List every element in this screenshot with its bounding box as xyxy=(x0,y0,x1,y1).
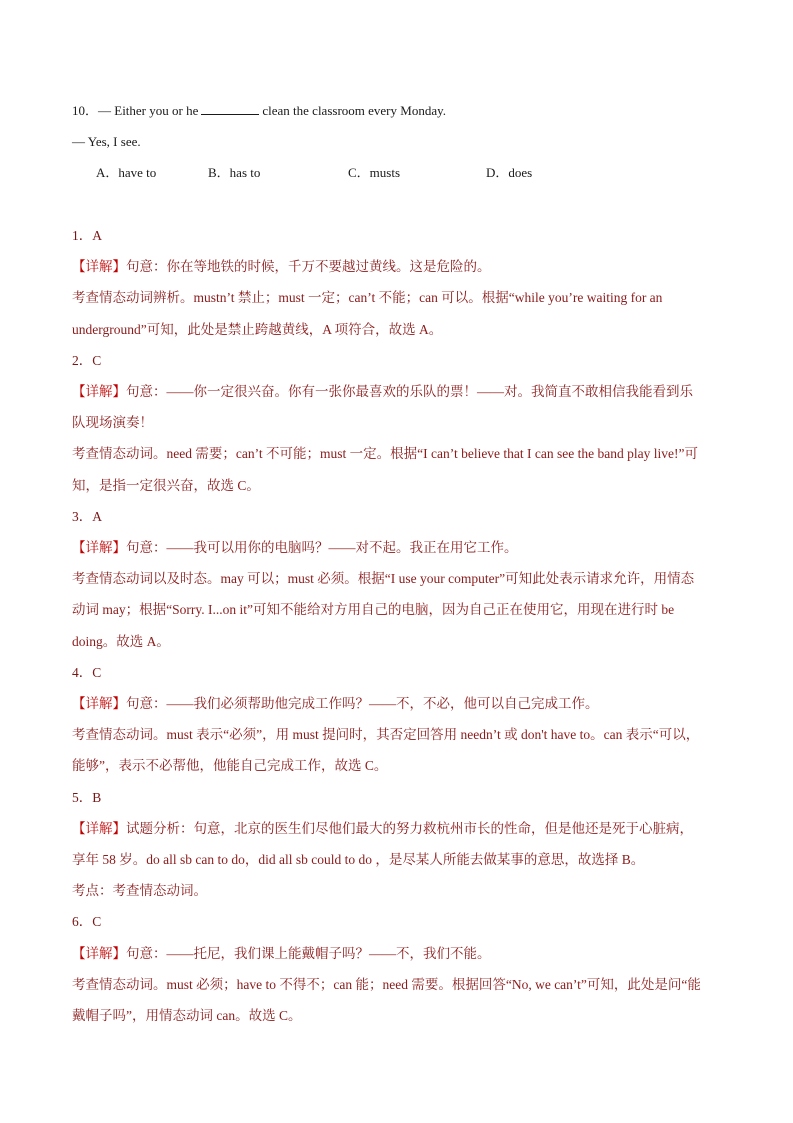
explanation-line xyxy=(72,382,734,402)
detail-tag: 【详解】 xyxy=(72,820,126,836)
explanation-text: 考查情态动词。need 需要；can’t 不可能；must 一定。根据“I can’t believe that I can see the band play live!”可 xyxy=(72,446,698,462)
explanation-line xyxy=(72,288,734,308)
explanation-text: doing。故选 A。 xyxy=(72,633,170,649)
option-d: D．does xyxy=(486,165,533,180)
option-b: B．has to xyxy=(208,165,261,180)
explanation-line xyxy=(72,819,734,839)
explanation-text: 知，是指一定很兴奋，故选 C。 xyxy=(72,477,260,493)
explanation-line xyxy=(72,632,734,652)
explanation-text: 戴帽子吗”，用情态动词 can。故选 C。 xyxy=(72,1008,302,1023)
explanation-line xyxy=(72,444,734,464)
answer-blank xyxy=(201,101,259,115)
explanation-line xyxy=(72,1006,734,1026)
explanation-line xyxy=(72,320,734,340)
explanation-line xyxy=(72,975,734,995)
option-c: C．musts xyxy=(348,165,401,180)
question-text-part2: clean the classroom every Monday. xyxy=(262,103,446,118)
answer-number: 4．C xyxy=(72,664,102,680)
explanation-text: 考点：考查情态动词。 xyxy=(72,883,207,899)
explanation-line xyxy=(72,756,734,776)
explanation-text: 考查情态动词以及时态。may 可以；must 必须。根据“I use your computer”可知此处表示请求允许，用情态 xyxy=(72,571,695,587)
explanation-line xyxy=(72,944,734,964)
detail-tag: 【详解】 xyxy=(72,696,126,711)
explanation-text: 句意：——我可以用你的电脑吗？——对不起。我正在用它工作。 xyxy=(126,540,518,555)
detail-tag: 【详解】 xyxy=(72,540,126,555)
explanation-line xyxy=(72,850,734,870)
answer-number: 5．B xyxy=(72,789,102,805)
explanation-line xyxy=(72,413,734,433)
detail-tag: 【详解】 xyxy=(72,945,126,961)
explanation-line xyxy=(72,694,734,714)
answer-number: 1．A xyxy=(72,228,102,243)
answer-number: 2．C xyxy=(72,352,102,368)
explanation-text: 句意：——我们必须帮助他完成工作吗？——不，不必，他可以自己完成工作。 xyxy=(126,696,599,711)
answer-number: 3．A xyxy=(72,508,102,524)
answer-number: 6．C xyxy=(72,914,102,930)
explanation-line xyxy=(72,257,734,277)
explanation-line xyxy=(72,476,734,496)
explanation-line xyxy=(72,600,734,620)
explanation-line xyxy=(72,538,734,558)
detail-tag: 【详解】 xyxy=(72,259,126,275)
explanation-text: 句意：你在等地铁的时候，千万不要越过黄线。这是危险的。 xyxy=(126,259,491,275)
explanation-text: 动词 may；根据“Sorry. I...on it”可知不能给对方用自己的电脑，因为自己正在使用它，用现在进行时 be xyxy=(72,602,675,618)
detail-tag: 【详解】 xyxy=(72,384,126,399)
question-text-part1: 10．— Either you or he xyxy=(72,103,199,118)
explanation-text: 考查情态动词辨析。mustn’t 禁止；must 一定；can’t 不能；can 可以。根据“while you’re waiting for an xyxy=(72,290,663,306)
explanation-text: 享年 58 岁。do all sb can to do，did all sb could to do ，是尽某人所能去做某事的意思，故选择 B。 xyxy=(72,852,645,867)
explanation-line xyxy=(72,881,734,901)
question-reply: — Yes, I see. xyxy=(72,134,141,149)
explanation-text: 句意：——你一定很兴奋。你有一张你最喜欢的乐队的票！——对。我简直不敢相信我能看到乐 xyxy=(126,384,693,399)
explanation-line xyxy=(72,569,734,589)
explanation-text: 考查情态动词。must 表示“必须”，用 must 提问时，其否定回答用 needn’t 或 don't have to。can 表示“可以， xyxy=(72,727,700,743)
option-a: A．have to xyxy=(96,165,157,180)
explanation-line xyxy=(72,725,734,745)
explanation-text: 句意：——托尼，我们课上能戴帽子吗？——不，我们不能。 xyxy=(126,945,491,961)
explanation-text: 试题分析：句意，北京的医生们尽他们最大的努力救杭州市长的性命，但是他还是死于心脏病， xyxy=(126,820,693,836)
explanation-text: underground”可知，此处是禁止跨越黄线，A 项符合，故选 A。 xyxy=(72,321,443,337)
explanation-text: 考查情态动词。must 必须；have to 不得不；can 能；need 需要。根据回答“No, we can’t”可知，此处是问“能 xyxy=(72,976,701,992)
explanation-text: 队现场演奏！ xyxy=(72,415,153,431)
explanation-text: 能够”，表示不必帮他，他能自己完成工作，故选 C。 xyxy=(72,758,388,774)
question-stem xyxy=(72,101,734,121)
